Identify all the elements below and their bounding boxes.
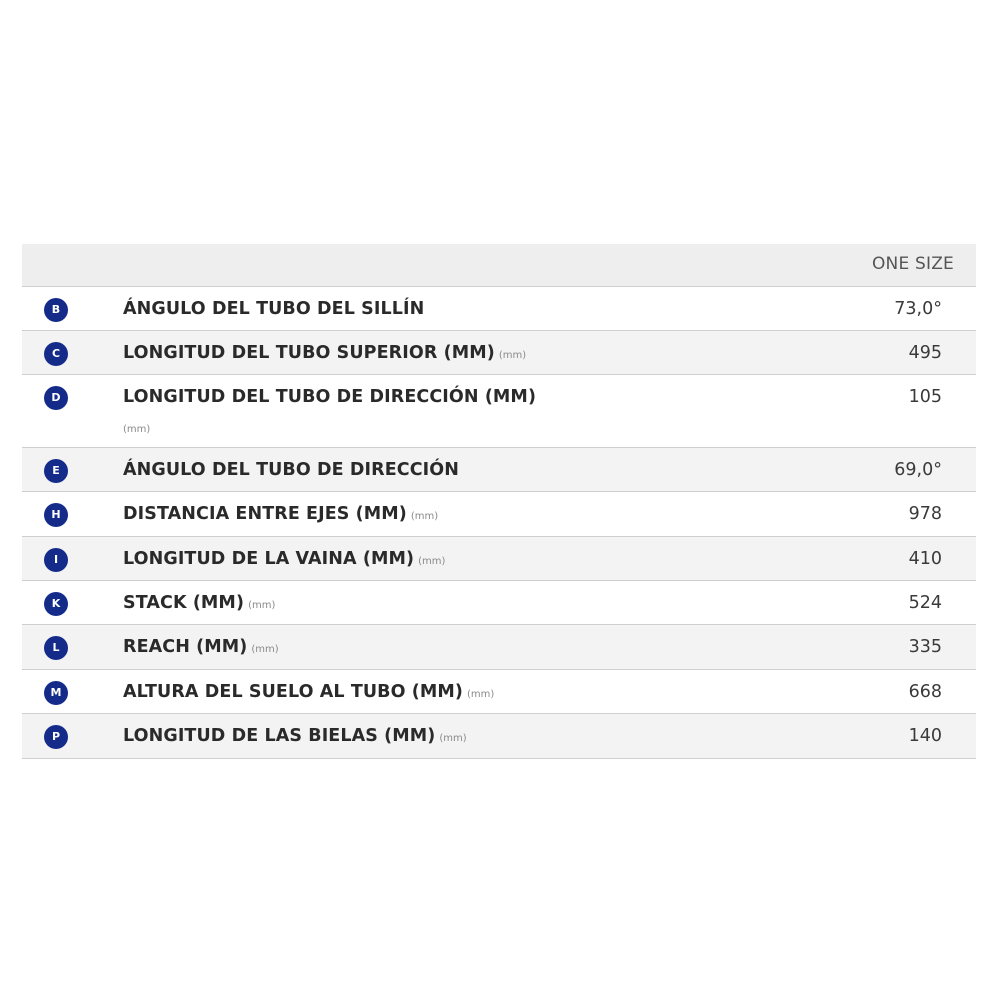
measure-unit: (mm)	[498, 350, 527, 361]
measure-unit: (mm)	[410, 511, 439, 522]
table-header	[22, 244, 976, 287]
measure-label: LONGITUD DE LA VAINA (MM)	[123, 549, 415, 569]
measure-unit: (mm)	[251, 644, 279, 655]
table-row	[22, 581, 976, 625]
table-row	[22, 670, 976, 714]
measure-label: DISTANCIA ENTRE EJES (MM)	[123, 504, 407, 524]
measure-letter-badge: I	[44, 548, 68, 572]
geometry-table	[22, 244, 976, 759]
measure-value: 495	[908, 343, 942, 363]
table-row	[22, 537, 976, 581]
measure-label: LONGITUD DE LAS BIELAS (MM)	[123, 726, 436, 746]
measure-value: 410	[908, 549, 942, 569]
measure-label: LONGITUD DEL TUBO DE DIRECCIÓN (MM)	[123, 387, 537, 407]
measure-unit: (mm)	[439, 733, 467, 744]
measure-value: 105	[908, 387, 942, 407]
table-row	[22, 287, 976, 331]
measure-letter-badge: B	[44, 298, 68, 322]
measure-value: 140	[908, 726, 942, 746]
measure-value: 69,0°	[894, 460, 942, 480]
measure-unit: (mm)	[467, 689, 495, 700]
measure-label: REACH (MM)	[123, 637, 248, 657]
measure-value: 524	[908, 593, 942, 613]
measure-letter-badge: L	[44, 636, 68, 660]
measure-value: 978	[908, 504, 942, 524]
table-row	[22, 375, 976, 448]
measure-value: 668	[908, 682, 942, 702]
measure-label: ALTURA DEL SUELO AL TUBO (MM)	[123, 682, 464, 702]
table-row	[22, 714, 976, 759]
measure-letter-badge: K	[44, 592, 68, 616]
measure-label: ÁNGULO DEL TUBO DE DIRECCIÓN	[123, 460, 460, 480]
measure-letter-badge: H	[44, 503, 68, 527]
measure-value: 73,0°	[894, 299, 942, 319]
table-row	[22, 625, 976, 670]
measure-letter-badge: P	[44, 725, 68, 749]
size-column-header: ONE SIZE	[871, 254, 954, 274]
measure-label: STACK (MM)	[123, 593, 245, 613]
measure-label: LONGITUD DEL TUBO SUPERIOR (MM)	[123, 343, 495, 363]
measure-unit: (mm)	[248, 600, 276, 611]
table-row	[22, 331, 976, 375]
measure-label: ÁNGULO DEL TUBO DEL SILLÍN	[123, 299, 425, 319]
table-row	[22, 492, 976, 537]
measure-letter-badge: C	[44, 342, 68, 366]
measure-value: 335	[908, 637, 942, 657]
measure-letter-badge: M	[44, 681, 68, 705]
measure-letter-badge: E	[44, 459, 68, 483]
measure-letter-badge: D	[44, 386, 68, 410]
measure-unit: (mm)	[418, 556, 446, 567]
measure-unit: (mm)	[123, 424, 151, 435]
table-row	[22, 448, 976, 492]
